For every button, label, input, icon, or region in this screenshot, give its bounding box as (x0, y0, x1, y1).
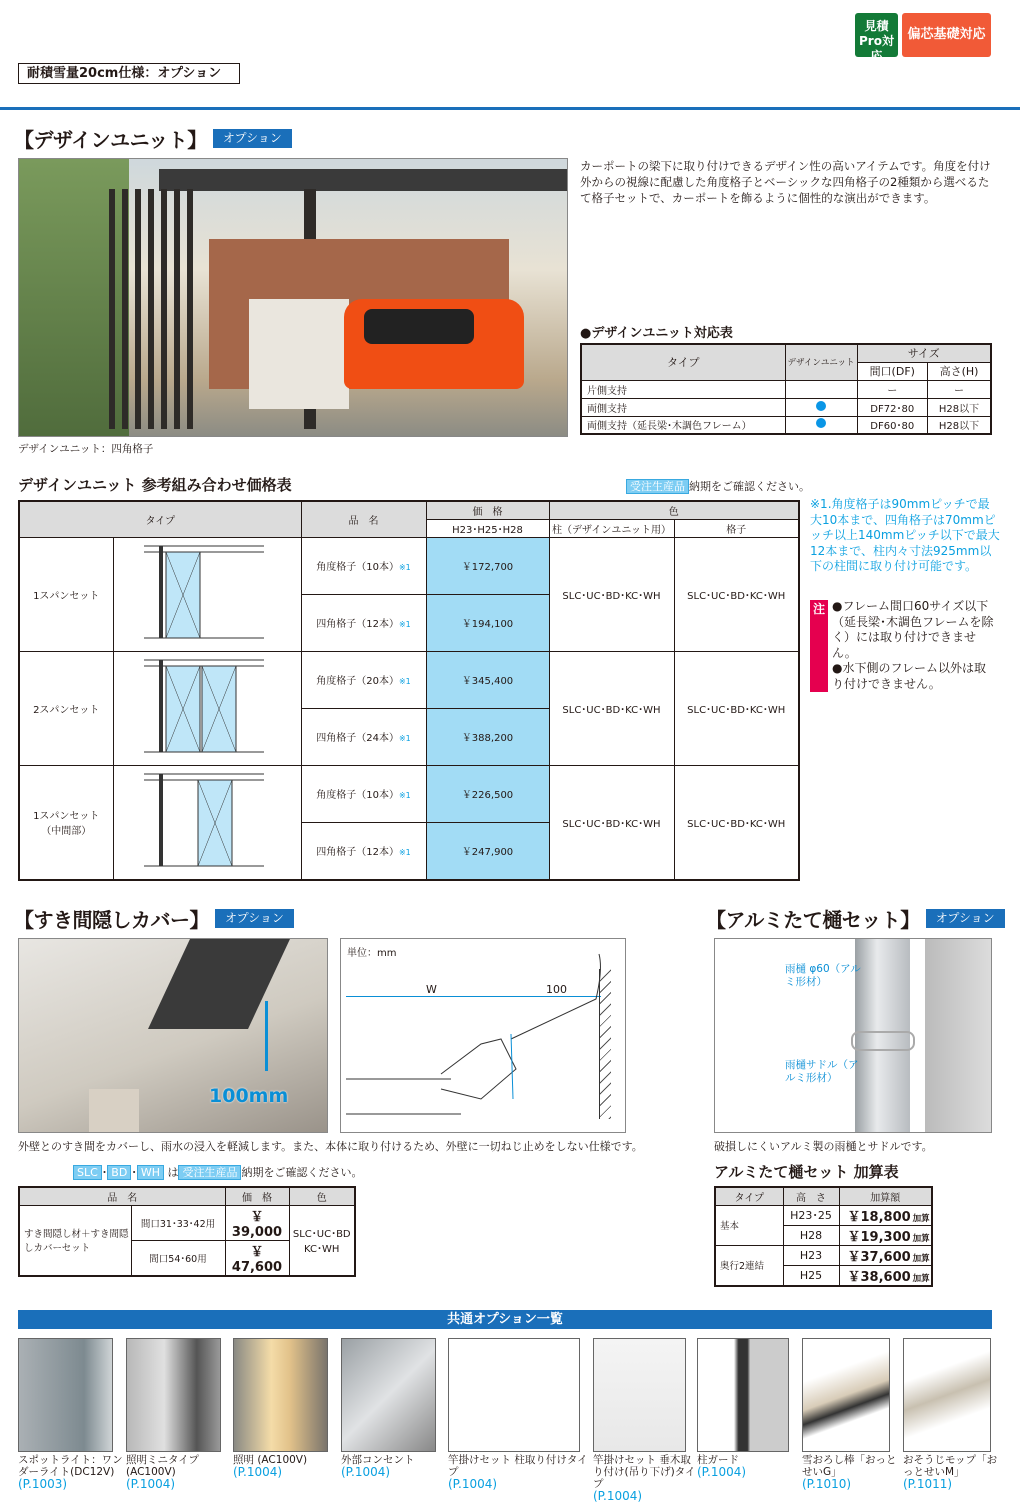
footnote-ref: ※1 (398, 791, 411, 801)
option-name: スポットライト：ワンダーライト(DC12V) (18, 1454, 123, 1478)
th-color: 色 (289, 1187, 355, 1205)
footnote-ref: ※1 (398, 563, 411, 572)
option-thumbnail[interactable] (233, 1338, 328, 1452)
type: 両側支持 (581, 398, 785, 416)
option-caption (593, 1454, 696, 1502)
option-caption (448, 1454, 590, 1490)
color: SLC･UC･BD KC･WH (289, 1205, 355, 1276)
caution-item: ●フレーム間口60サイズ以下（延長梁･木調色フレームを除く）には取り付けできません。 (832, 599, 994, 660)
th-price: 価 格 (426, 501, 549, 519)
option-page-link[interactable]: (P.1004) (233, 1465, 283, 1479)
elevation-diagram-icon (114, 766, 300, 876)
th-price-sub: H23･H25･H28 (426, 519, 549, 537)
set-diagram (113, 765, 301, 880)
th-add: 加算額 (839, 1187, 932, 1205)
caution-list (832, 599, 997, 692)
option-thumbnail[interactable] (18, 1338, 113, 1452)
option-thumbnail[interactable] (903, 1338, 991, 1452)
grid-colors: SLC･UC･BD･KC･WH (674, 537, 799, 651)
add-amount (839, 1245, 932, 1265)
option-name: おそうじモップ「おっとせいM」 (903, 1454, 998, 1478)
item-name (301, 765, 426, 822)
spec-label: 耐積雪量20cm仕様：オプション (18, 63, 240, 84)
design-unit-description: カーポートの梁下に取り付けできるデザイン性の高いアイテムです。角度を付け外からの視線に配慮した角度格子とベーシックな四角格子の2種類から選べるたて格子セットで、カーポートを飾るように個性的な演出ができます。 (580, 159, 991, 205)
height: H25 (783, 1265, 839, 1286)
price-table (18, 500, 800, 881)
photo-caption: デザインユニット：四角格子 (18, 443, 154, 455)
df: ー (857, 380, 928, 398)
gutter-photo (714, 938, 992, 1133)
set-diagram (113, 537, 301, 651)
price: ￥247,900 (426, 822, 549, 879)
option-name: 照明ミニタイプ (AC100V) (126, 1454, 199, 1478)
option-thumbnail[interactable] (697, 1338, 789, 1452)
footnote-ref: ※1 (398, 620, 411, 629)
price-row (19, 651, 799, 708)
option-thumbnail[interactable] (448, 1338, 580, 1452)
color-badge-bd: BD (107, 1165, 131, 1180)
type: 両側支持（延長梁･木調色フレーム） (581, 416, 785, 434)
compat-row (581, 398, 991, 416)
add-suffix: 加算 (912, 1233, 930, 1244)
dim-100-label: 100 (546, 983, 567, 996)
unit-support (785, 398, 857, 416)
option-name: 照明 (AC100V) (233, 1454, 308, 1466)
th-size: サイズ (857, 344, 991, 362)
option-caption (233, 1454, 338, 1478)
item-name (301, 594, 426, 651)
option-badge: オプション (926, 909, 1005, 928)
option-caption (802, 1454, 900, 1490)
size: 間口31･33･42用 (131, 1205, 225, 1240)
item-name (301, 708, 426, 765)
th-price: 価 格 (225, 1187, 289, 1205)
option-name: 雪おろし棒「おっとせいG」 (802, 1454, 897, 1478)
text: 納期をご確認ください。 (241, 1166, 363, 1179)
type: 片側支持 (581, 380, 785, 398)
add-amount (839, 1225, 932, 1245)
add-suffix: 加算 (912, 1273, 930, 1284)
compat-table-title: ●デザインユニット対応表 (580, 326, 733, 341)
th-color-pillar: 柱（デザインユニット用） (549, 519, 674, 537)
option-page-link[interactable]: (P.1004) (593, 1489, 643, 1503)
th-df: 間口(DF) (857, 362, 928, 380)
th-name: 品 名 (19, 1187, 225, 1205)
th-color: 色 (549, 501, 799, 519)
size: 間口54･60用 (131, 1240, 225, 1276)
footnote-ref: ※1 (398, 734, 411, 743)
pillar-colors: SLC･UC･BD･KC･WH (549, 651, 674, 765)
option-page-link[interactable]: (P.1003) (18, 1477, 68, 1491)
item-name-text: 角度格子（20本） (316, 676, 399, 687)
elevation-diagram-icon (114, 652, 300, 762)
option-caption (18, 1454, 123, 1490)
option-caption (126, 1454, 231, 1490)
price: ￥ 47,600 (225, 1240, 289, 1276)
compat-table (580, 343, 992, 435)
option-page-link[interactable]: (P.1010) (802, 1477, 852, 1491)
option-caption (903, 1454, 1001, 1490)
option-page-link[interactable]: (P.1004) (341, 1465, 391, 1479)
price: ￥172,700 (426, 537, 549, 594)
gutter-title: 【アルミたて樋セット】 (706, 908, 920, 932)
gap-cover-heading (14, 904, 294, 933)
w-label: W (426, 983, 437, 996)
design-unit-heading (14, 124, 292, 153)
item-name-text: 四角格子（12本） (316, 847, 399, 859)
common-options-title: 共通オプション一覧 (18, 1310, 992, 1329)
gutter-row (715, 1205, 932, 1225)
made-to-order-note: 納期をご確認ください。 (689, 480, 810, 493)
h: H28以下 (928, 398, 991, 416)
offset-foundation-badge: 偏芯基礎対応 (902, 13, 991, 57)
height: H23 (783, 1245, 839, 1265)
item-name-text: 角度格子（10本） (316, 562, 399, 573)
h: ー (928, 380, 991, 398)
price: ￥38,600 (847, 1269, 911, 1285)
pillar-colors: SLC･UC･BD･KC･WH (549, 537, 674, 651)
option-name: 外部コンセント (341, 1454, 415, 1466)
product-name: すき間隠し材＋すき間隠しカバーセット (19, 1205, 131, 1276)
gap-cover-photo (18, 938, 328, 1133)
option-page-link[interactable]: (P.1004) (448, 1477, 498, 1491)
color-badge-wh: WH (137, 1165, 164, 1180)
gutter-label: 雨樋 φ60（アルミ形材） (785, 963, 861, 988)
type: 奥行2連結 (715, 1245, 783, 1286)
add-suffix: 加算 (912, 1213, 930, 1224)
compat-row (581, 416, 991, 434)
price-table-title: デザインユニット 参考組み合わせ価格表 (18, 476, 292, 494)
unit-support (785, 416, 857, 434)
gap-cover-table (18, 1186, 356, 1277)
option-page-link[interactable]: (P.1004) (697, 1465, 747, 1479)
th-height: 高 さ (783, 1187, 839, 1205)
price-row (19, 765, 799, 822)
footnote-ref: ※1 (398, 848, 411, 858)
grid-colors: SLC･UC･BD･KC･WH (674, 651, 799, 765)
option-caption (341, 1454, 446, 1478)
option-thumbnail[interactable] (126, 1338, 221, 1452)
set-type: 1スパンセット（中間部） (19, 765, 113, 880)
gap-cover-title: 【すき間隠しカバー】 (14, 908, 209, 932)
add-suffix: 加算 (912, 1253, 930, 1264)
pillar-colors: SLC･UC･BD･KC･WH (549, 765, 674, 880)
option-page-link[interactable]: (P.1004) (126, 1477, 176, 1491)
th-color-grid: 格子 (674, 519, 799, 537)
df: DF72･80 (857, 398, 928, 416)
th-type: タイプ (19, 501, 301, 537)
option-thumbnail[interactable] (802, 1338, 890, 1452)
unit-support (785, 380, 857, 398)
gap-cover-diagram (340, 938, 626, 1133)
set-type: 2スパンセット (19, 651, 113, 765)
item-name-text: 四角格子（24本） (316, 733, 399, 744)
grid-colors: SLC･UC･BD･KC･WH (674, 765, 799, 880)
divider (0, 107, 1020, 110)
gap-cover-description: 外壁とのすき間をカバーし、雨水の浸入を軽減します。また、本体に取り付けるため、外壁に一切ねじ止めをしない仕様です。 (18, 1140, 643, 1153)
option-name: 竿掛けセット 垂木取り付け(吊り下げ)タイプ (593, 1454, 696, 1490)
text: は (167, 1166, 179, 1179)
option-badge: オプション (213, 129, 292, 148)
price: ￥226,500 (426, 765, 549, 822)
item-name-text: 角度格子（10本） (316, 790, 399, 802)
price: ￥37,600 (847, 1249, 911, 1265)
option-thumbnail[interactable] (593, 1338, 686, 1452)
th-type: タイプ (581, 344, 785, 380)
design-unit-photo (18, 158, 568, 437)
gutter-table-title: アルミたて樋セット 加算表 (714, 1163, 899, 1181)
made-to-order-line (626, 478, 810, 494)
mitsumori-pro-badge: 見積Pro対応 (855, 13, 898, 57)
made-to-order-badge: 受注生産品 (626, 479, 689, 494)
price: ￥345,400 (426, 651, 549, 708)
h: H28以下 (928, 416, 991, 434)
supported-dot-icon (816, 418, 826, 428)
th-name: 品 名 (301, 501, 426, 537)
gutter-description: 破損しにくいアルミ製の雨樋とサドルです。 (714, 1140, 933, 1153)
saddle-label: 雨樋サドル（アルミ形材） (785, 1059, 859, 1084)
item-name (301, 651, 426, 708)
unit-label: 単位：mm (347, 948, 397, 959)
set-type: 1スパンセット (19, 537, 113, 651)
option-badge: オプション (215, 909, 294, 928)
color-order-note: SLC ･ BD ･ WH は 受注生産品 納期をご確認ください。 (73, 1164, 362, 1180)
df: DF60･80 (857, 416, 928, 434)
supported-dot-icon (816, 401, 826, 411)
price: ￥19,300 (847, 1229, 911, 1245)
option-caption (697, 1454, 799, 1478)
footnote-ref: ※1 (398, 677, 411, 686)
gutter-row (715, 1245, 932, 1265)
option-name: 竿掛けセット 柱取り付けタイプ (448, 1454, 588, 1478)
price: ￥194,100 (426, 594, 549, 651)
dimension-label: 100mm (209, 1085, 289, 1107)
price: ￥18,800 (847, 1209, 911, 1225)
add-amount (839, 1265, 932, 1286)
price: ￥388,200 (426, 708, 549, 765)
color-badge-slc: SLC (73, 1165, 102, 1180)
th-type: タイプ (715, 1187, 783, 1205)
height: H23･25 (783, 1205, 839, 1225)
footnote: ※1.角度格子は90mmピッチで最大10本まで、四角格子は70mmピッチ以上140mmピッチ以下で最大12本まで、柱内々寸法925mm以下の柱間に取り付け可能です。 (810, 497, 1000, 573)
height: H28 (783, 1225, 839, 1245)
option-name: 柱ガード (697, 1454, 739, 1466)
price-row (19, 537, 799, 594)
caution-item: ●水下側のフレーム以外は取り付けできません。 (832, 661, 986, 691)
caution-label: 注 (810, 600, 828, 692)
set-diagram (113, 651, 301, 765)
th-h: 高さ(H) (928, 362, 991, 380)
add-amount (839, 1205, 932, 1225)
item-name (301, 822, 426, 879)
gutter-heading (706, 904, 1005, 933)
elevation-diagram-icon (114, 538, 300, 648)
type: 基本 (715, 1205, 783, 1245)
option-page-link[interactable]: (P.1011) (903, 1477, 953, 1491)
item-name (301, 537, 426, 594)
made-to-order-badge: 受注生産品 (178, 1165, 241, 1180)
price: ￥ 39,000 (225, 1205, 289, 1240)
option-thumbnail[interactable] (341, 1338, 436, 1452)
compat-row (581, 380, 991, 398)
th-unit: デザインユニット (785, 344, 857, 380)
item-name-text: 四角格子（12本） (316, 619, 399, 630)
gutter-table (714, 1186, 933, 1287)
design-unit-title: 【デザインユニット】 (14, 128, 207, 152)
